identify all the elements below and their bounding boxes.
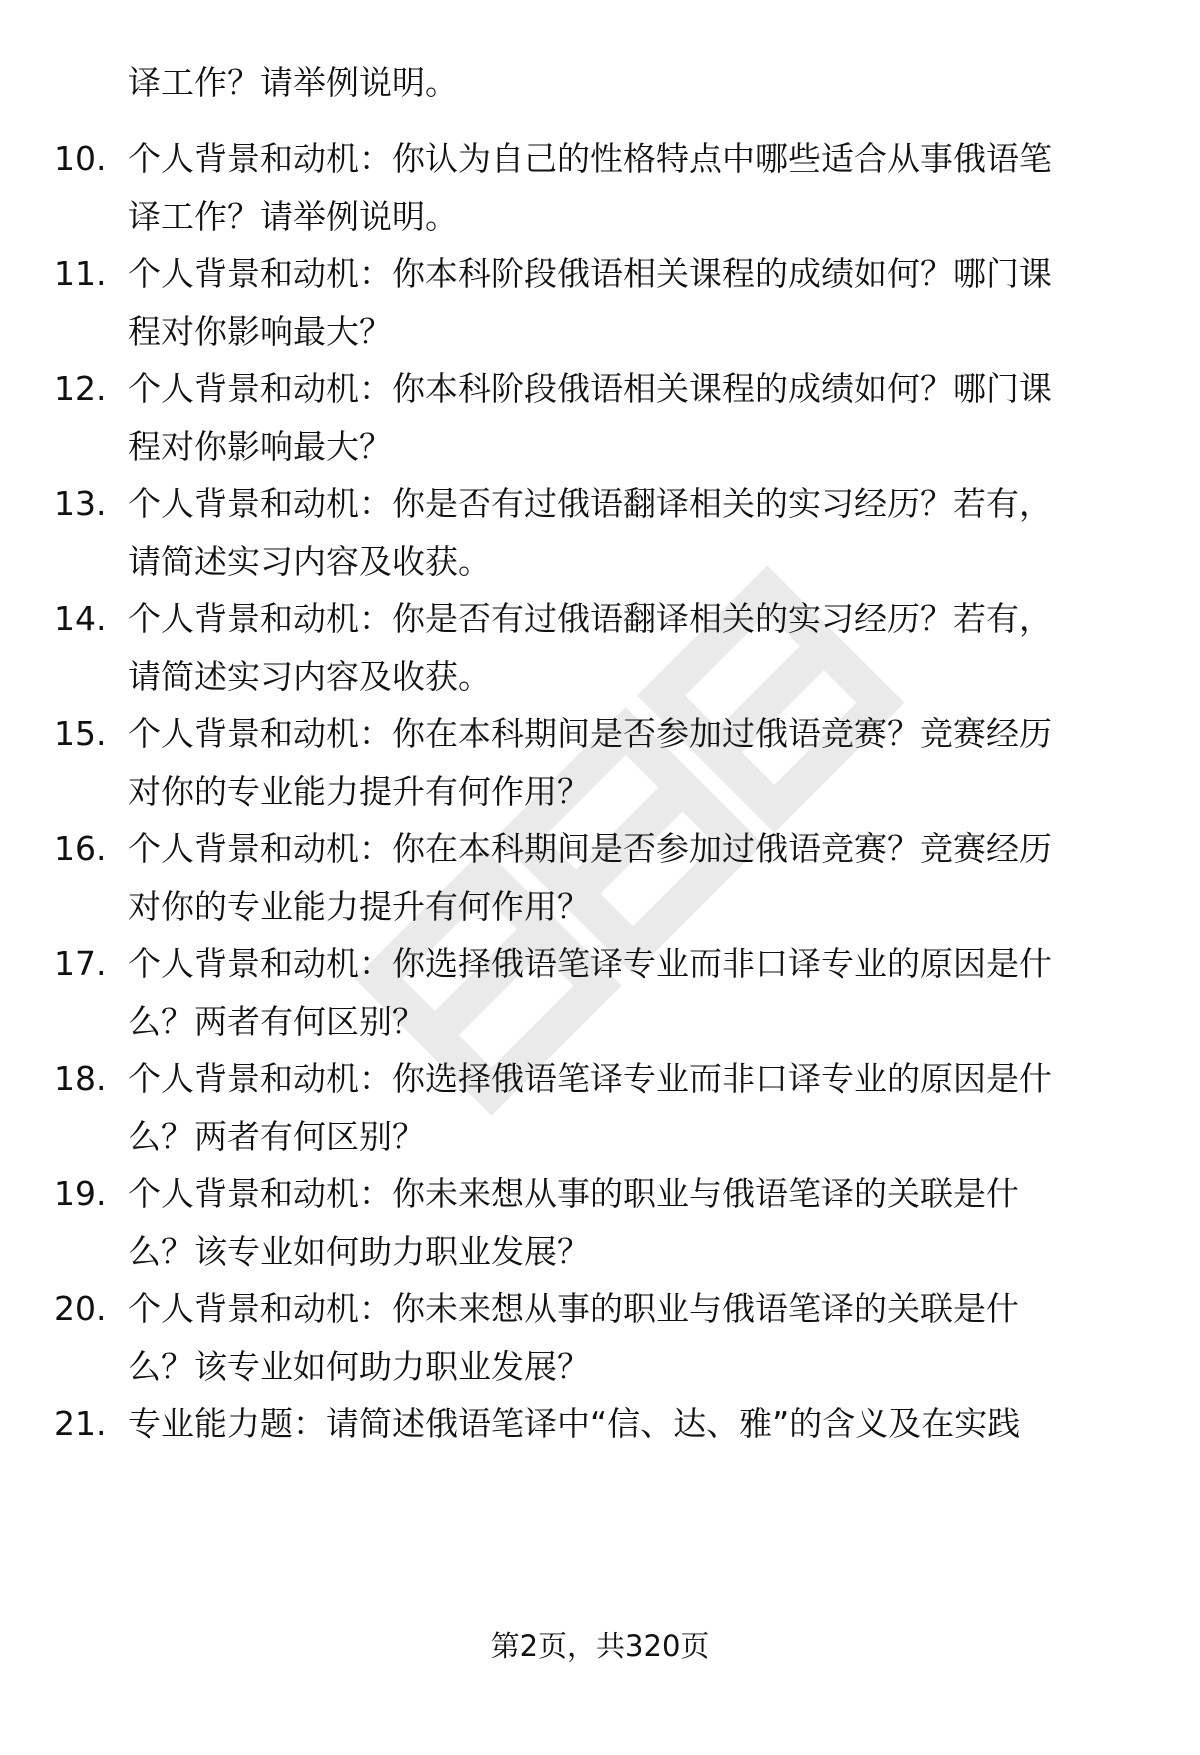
- question-item: [0, 705, 1200, 825]
- question-text-line-2: 么？该专业如何助力职业发展？: [128, 1232, 590, 1271]
- question-item: [0, 820, 1200, 940]
- question-text-line-1: 个人背景和动机：你未来想从事的职业与俄语笔译的关联是什: [128, 1289, 1019, 1328]
- question-number: 14.: [54, 599, 107, 638]
- question-text-line-2: 么？两者有何区别？: [128, 1117, 425, 1156]
- question-number: 10.: [54, 139, 107, 178]
- question-number: 13.: [54, 484, 107, 523]
- question-item: [0, 1165, 1200, 1285]
- question-number: 17.: [54, 944, 107, 983]
- question-text-line-1: 个人背景和动机：你选择俄语笔译专业而非口译专业的原因是什: [128, 944, 1052, 983]
- question-text-line-2: 程对你影响最大？: [128, 427, 392, 466]
- question-number: 15.: [54, 714, 107, 753]
- question-text-line-1: 专业能力题：请简述俄语笔译中“信、达、雅”的含义及在实践: [128, 1404, 1021, 1443]
- question-text-line-1: 个人背景和动机：你认为自己的性格特点中哪些适合从事俄语笔: [128, 139, 1052, 178]
- question-text-line-2: 请简述实习内容及收获。: [128, 542, 491, 581]
- question-text-line-1: 个人背景和动机：你是否有过俄语翻译相关的实习经历？若有，: [128, 484, 1052, 523]
- question-text-line-2: 么？两者有何区别？: [128, 1002, 425, 1041]
- question-text-line-2: 译工作？请举例说明。: [128, 197, 458, 236]
- question-number: 12.: [54, 369, 107, 408]
- question-text-line-1: 个人背景和动机：你本科阶段俄语相关课程的成绩如何？哪门课: [128, 369, 1052, 408]
- question-text-line-2: 对你的专业能力提升有何作用？: [128, 772, 590, 811]
- question-item: [0, 935, 1200, 1055]
- question-number: 19.: [54, 1174, 107, 1213]
- question-text-line-2: 程对你影响最大？: [128, 312, 392, 351]
- question-text-line-1: 个人背景和动机：你本科阶段俄语相关课程的成绩如何？哪门课: [128, 254, 1052, 293]
- question-number: 18.: [54, 1059, 107, 1098]
- question-item: [0, 1050, 1200, 1170]
- question-item: [0, 1395, 1200, 1515]
- question-item: [0, 130, 1200, 250]
- question-item: [0, 590, 1200, 710]
- question-item: [0, 1280, 1200, 1400]
- question-item: [0, 475, 1200, 595]
- question-text-line-1: 个人背景和动机：你选择俄语笔译专业而非口译专业的原因是什: [128, 1059, 1052, 1098]
- question-text-line-2: 请简述实习内容及收获。: [128, 657, 491, 696]
- continued-question-text: 译工作？请举例说明。: [128, 63, 458, 102]
- question-item: [0, 360, 1200, 480]
- question-text-line-1: 个人背景和动机：你未来想从事的职业与俄语笔译的关联是什: [128, 1174, 1019, 1213]
- question-number: 16.: [54, 829, 107, 868]
- question-text-line-1: 个人背景和动机：你在本科期间是否参加过俄语竞赛？竞赛经历: [128, 829, 1052, 868]
- question-text-line-2: 么？该专业如何助力职业发展？: [128, 1347, 590, 1386]
- question-text-line-1: 个人背景和动机：你是否有过俄语翻译相关的实习经历？若有，: [128, 599, 1052, 638]
- question-number: 21.: [54, 1404, 107, 1443]
- question-text-line-1: 个人背景和动机：你在本科期间是否参加过俄语竞赛？竞赛经历: [128, 714, 1052, 753]
- question-item: [0, 245, 1200, 365]
- page-footer: 第2页，共320页: [490, 1629, 710, 1663]
- question-number: 20.: [54, 1289, 107, 1328]
- question-number: 11.: [54, 254, 107, 293]
- question-text-line-2: 对你的专业能力提升有何作用？: [128, 887, 590, 926]
